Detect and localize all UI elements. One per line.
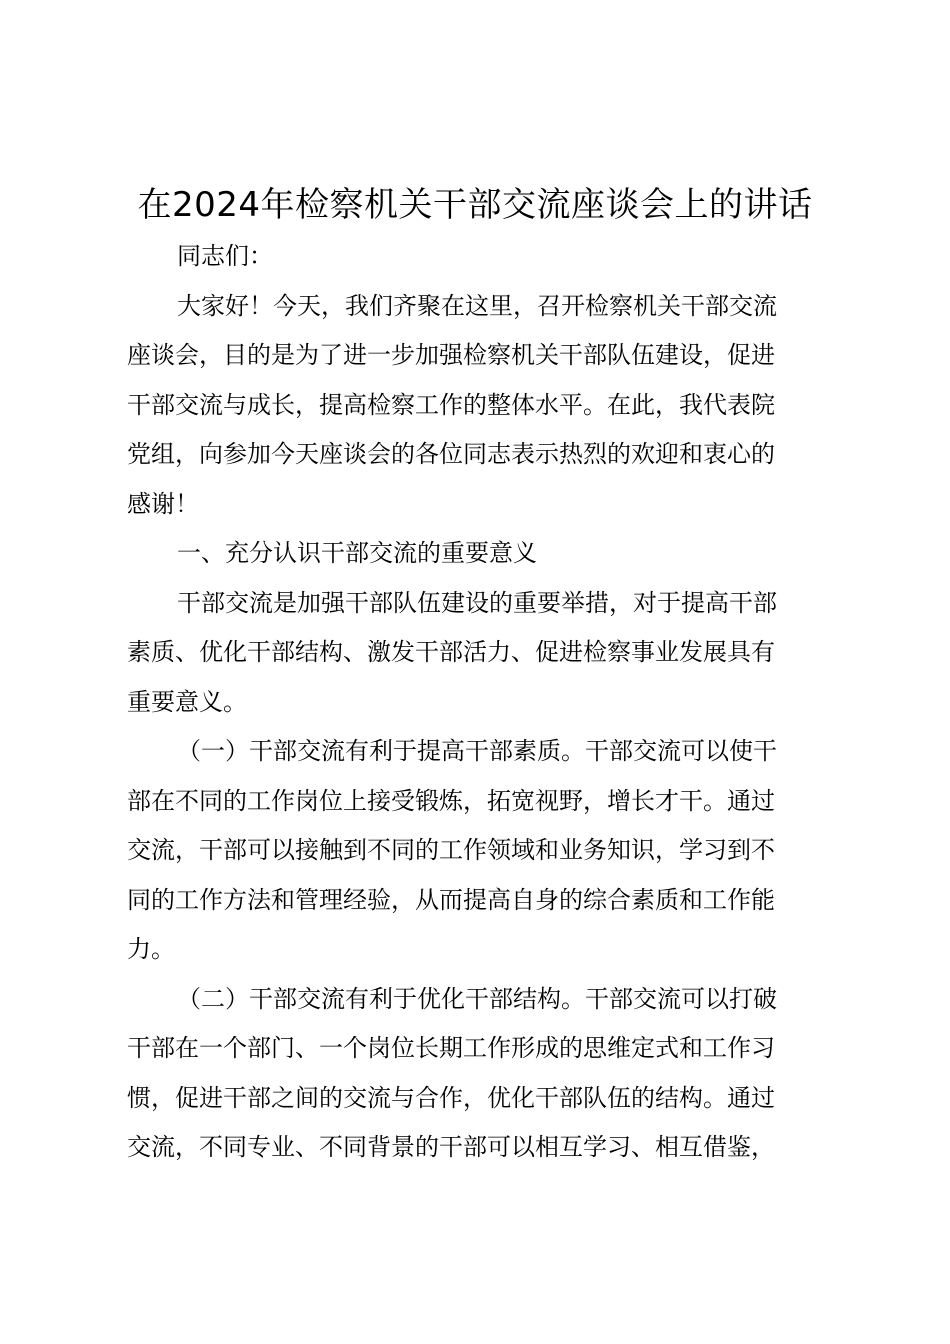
paragraph-opening: [127, 282, 839, 530]
paragraph-line: 干部交流是加强干部队伍建设的重要举措，对于提高干部: [177, 588, 777, 617]
paragraph-line: （二）干部交流有利于优化干部结构。干部交流可以打破: [177, 984, 777, 1013]
paragraph-line: 大家好！今天，我们齐聚在这里，召开检察机关干部交流: [177, 291, 777, 320]
paragraph-line: 素质、优化干部结构、激发干部活力、促进检察事业发展具有: [127, 638, 775, 666]
paragraph-line: 干部在一个部门、一个岗位长期工作形成的思维定式和工作习: [127, 1034, 775, 1062]
document-title: 在2024年检察机关干部交流座谈会上的讲话: [137, 185, 813, 225]
paragraph-line: （一）干部交流有利于提高干部素质。干部交流可以使干: [177, 737, 777, 765]
section-heading-line: 一、充分认识干部交流的重要意义: [177, 539, 537, 567]
paragraph-line: 部在不同的工作岗位上接受锻炼，拓宽视野，增长才干。通过: [127, 786, 775, 815]
paragraph-line: 感谢！: [127, 489, 199, 518]
paragraph-line: 交流，不同专业、不同背景的干部可以相互学习、相互借鉴，: [127, 1133, 775, 1161]
document-body: [127, 232, 839, 1173]
paragraph-line: 党组，向参加今天座谈会的各位同志表示热烈的欢迎和衷心的: [127, 440, 775, 468]
greeting: [127, 232, 839, 282]
greeting-line: 同志们：: [177, 242, 273, 270]
paragraph-line: 惯，促进干部之间的交流与合作，优化干部队伍的结构。通过: [127, 1083, 775, 1112]
paragraph-line: 力。: [127, 935, 175, 963]
paragraph-line: 座谈会，目的是为了进一步加强检察机关干部队伍建设，促进: [127, 341, 775, 369]
paragraph-line: 干部交流与成长，提高检察工作的整体水平。在此，我代表院: [127, 390, 775, 419]
paragraph-point-1: [127, 727, 839, 975]
paragraph-significance: [127, 579, 839, 728]
paragraph-line: 同的工作方法和管理经验，从而提高自身的综合素质和工作能: [127, 885, 775, 914]
section-heading-1: [127, 529, 839, 579]
paragraph-point-2: [127, 975, 839, 1173]
paragraph-line: 交流，干部可以接触到不同的工作领域和业务知识，学习到不: [127, 836, 775, 864]
paragraph-line: 重要意义。: [127, 687, 247, 716]
